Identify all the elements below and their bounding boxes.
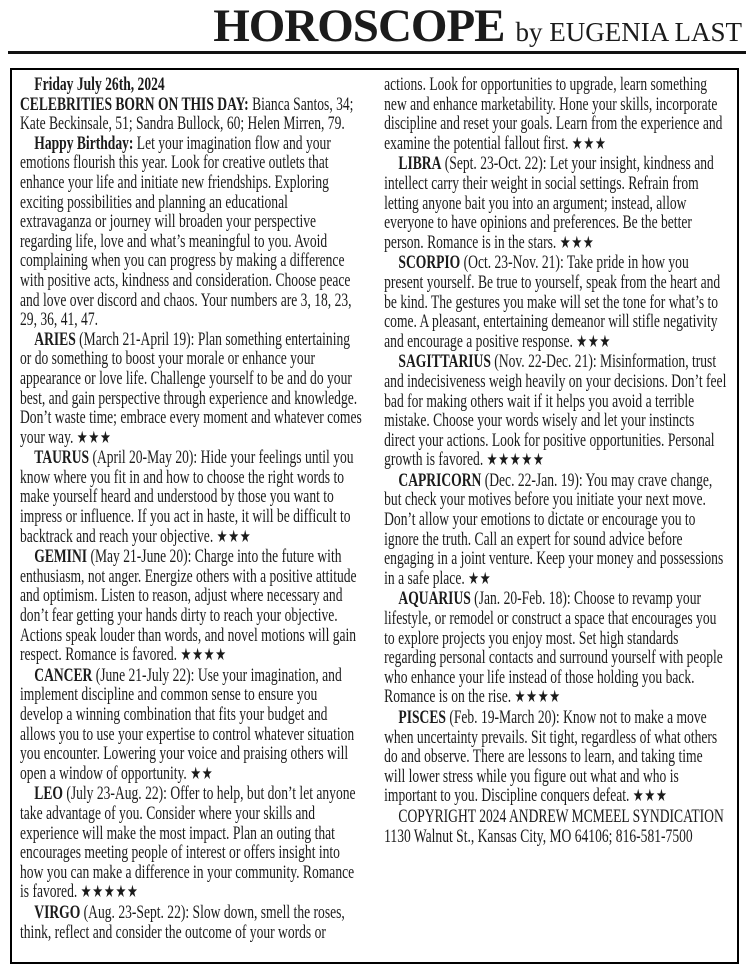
sign-name: SAGITTARIUS [398, 351, 491, 373]
celebrities-names: Bianca Santos, 34; Kate Beckinsale, 51; Sandra Bullock, 60; Helen Mirren, 79. [20, 93, 354, 135]
sign-dates: (July 23-Aug. 22): [66, 783, 167, 805]
content-box [10, 68, 739, 964]
horoscope-entry-libra [384, 154, 727, 253]
star-rating: ★★★ [76, 427, 112, 448]
sign-dates: (June 21-July 22): [95, 664, 195, 686]
sign-dates: (Sept. 23-Oct. 22): [444, 153, 547, 175]
sign-name: LEO [34, 783, 63, 805]
sign-text: Slow down, smell the roses, think, reflect and consider the outcome of your words or actions. Look for opportunities to upgrade, learn something new and enhance marketability. Hone your skills, incorporate discipline and reset your goals. Learn from the experience and examine the potential fallout first. [20, 74, 723, 943]
horoscope-entry-capricorn [384, 471, 727, 590]
sign-text: Let your insight, kindness and intellect carry their weight in social settings. Refrain from letting anyone bait you into an argument; instead, allow everyone to have opinions and preferences. Be the better person. Romance is in the stars. [384, 153, 714, 253]
page-title: HOROSCOPE [213, 0, 505, 52]
star-rating: ★★★ [632, 786, 668, 807]
horoscope-entry-aries [20, 330, 363, 449]
date-line [20, 75, 363, 95]
horoscope-entry-aquarius [384, 589, 727, 708]
star-rating: ★★ [190, 763, 214, 784]
star-rating: ★★★★ [180, 645, 227, 666]
star-rating: ★★ [468, 568, 492, 589]
horoscope-entry-pisces [384, 708, 727, 807]
sign-name: CAPRICORN [398, 469, 482, 491]
byline: by EUGENIA LAST [515, 17, 742, 47]
date-text: Friday July 26th, 2024 [34, 74, 165, 95]
column-flow [20, 75, 727, 957]
horoscope-entry-sagittarius [384, 352, 727, 471]
star-rating: ★★★★★ [486, 450, 545, 471]
birthday-label: Happy Birthday: [34, 132, 134, 154]
horoscope-entry-taurus [20, 448, 363, 547]
sign-text: Choose to revamp your lifestyle, or remodel or construct a space that encourages you to explore projects you enjoy most. Set high standards regarding personal contacts and surround yourself with people who enhance your life instead of those holding you back. Romance is on the rise. [384, 588, 723, 708]
sign-text: Take pride in how you present yourself. Be true to yourself, speak from the heart and be kind. The gestures you make will set the tone for what’s to come. A pleasant, entertaining demeanor will stifle negativity and encourage a positive response. [384, 252, 721, 352]
sign-text: Know not to make a move when uncertainty prevails. Sit tight, regardless of what others do and observe. There are lessons to learn, and taking time will lower stress while you figure out what and who is important to you. Discipline conquers defeat. [384, 707, 718, 807]
birthday-text: Let your imagination flow and your emotions flourish this year. Look for creative outlets that enhance your life and initiate new friendships. Exploring exciting possibilities and planning an educational extravaganza or journey will broaden your perspective regarding life, love and what’s meaningful to you. Avoid complaining when you can progress by making a difference with positive acts, kindness and consideration. Choose peace and love over discord and chaos. Your numbers are 3, 18, 23, 29, 36, 41, 47. [20, 132, 352, 331]
sign-text: Use your imagination, and implement discipline and common sense to ensure you develop a winning combination that fits your budget and allows you to use your expertise to control whatever situation you encounter. Lowering your voice and praising others will open a window of opportunity. [20, 664, 355, 784]
star-rating: ★★★★ [514, 687, 561, 708]
sign-name: AQUARIUS [398, 588, 471, 610]
sign-text: Plan something entertaining or do something to boost your morale or enhance your appearance or love life. Challenge yourself to be and do your best, and gain perspective through experience and knowledge. Don’t waste time; embrace every moment and whatever comes your way. [20, 328, 362, 448]
horoscope-entry-gemini [20, 547, 363, 666]
sign-text: Offer to help, but don’t let anyone take advantage of you. Consider where your skills and experience will make the most impact. Plan an outing that encourages meeting people of interest or offers insight into how you can make a difference in your community. Romance is favored. [20, 783, 356, 903]
sign-name: CANCER [34, 664, 93, 686]
celebrities-paragraph [20, 95, 363, 134]
copyright-text: COPYRIGHT 2024 ANDREW MCMEEL SYNDICATION 1130 Walnut St., Kansas City, MO 64106; 816-581-7500 [384, 805, 724, 847]
sign-text: Charge into the future with enthusiasm, not anger. Energize others with a positive attitude and optimism. Listen to reason, adjust where necessary and don’t fear getting your hands dirty to reach your objective. Actions speak louder than words, and novel motions will gain respect. Romance is favored. [20, 546, 357, 666]
sign-dates: (March 21-April 19): [79, 328, 195, 350]
sign-dates: (Jan. 20-Feb. 18): [474, 588, 571, 610]
copyright-paragraph [384, 807, 727, 846]
sign-name: ARIES [34, 328, 76, 350]
horoscope-entry-cancer [20, 666, 363, 785]
sign-name: GEMINI [34, 546, 88, 568]
horoscope-entry-scorpio [384, 253, 727, 352]
star-rating: ★★★ [559, 232, 595, 253]
sign-name: PISCES [398, 707, 446, 728]
sign-name: VIRGO [34, 901, 81, 923]
star-rating: ★★★ [216, 526, 252, 547]
masthead [0, 0, 750, 50]
star-rating: ★★★★★ [80, 882, 139, 903]
sign-dates: (Oct. 23-Nov. 21): [463, 252, 564, 274]
sign-dates: (Dec. 22-Jan. 19): [484, 469, 583, 491]
celebrities-label: CELEBRITIES BORN ON THIS DAY: [20, 93, 249, 115]
sign-dates: (April 20-May 20): [92, 447, 198, 469]
sign-name: TAURUS [34, 447, 90, 469]
horoscope-entry-leo [20, 784, 363, 903]
sign-text: Misinformation, trust and indecisiveness weigh heavily on your decisions. Don’t feel bad for making others wait if it helps you avoid a terrible mistake. Choose your words wisely and let your instincts direct your actions. Look for positive opportunities. Personal growth is favored. [384, 351, 727, 471]
sign-text: You may crave change, but check your motives before you initiate your next move. Don’t allow your emotions to dictate or encourage you to ignore the truth. Call an expert for sound advice before engaging in a joint venture. Keep your money and possessions in a safe place. [384, 469, 724, 589]
sign-dates: (Aug. 23-Sept. 22): [83, 901, 190, 923]
sign-name: SCORPIO [398, 252, 461, 274]
star-rating: ★★★ [576, 331, 612, 352]
sign-dates: (Nov. 22-Dec. 21): [494, 351, 597, 373]
sign-text: Hide your feelings until you know where you fit in and how to choose the right words to make yourself heard and understood by those you want to impress or influence. If you act in haste, it will be difficult to backtrack and reach your objective. [20, 447, 354, 547]
sign-name: LIBRA [398, 153, 442, 175]
birthday-paragraph [20, 134, 363, 330]
star-rating: ★★★ [571, 133, 607, 154]
sign-dates: (Feb. 19-March 20): [449, 707, 560, 728]
sign-dates: (May 21-June 20): [90, 546, 192, 568]
